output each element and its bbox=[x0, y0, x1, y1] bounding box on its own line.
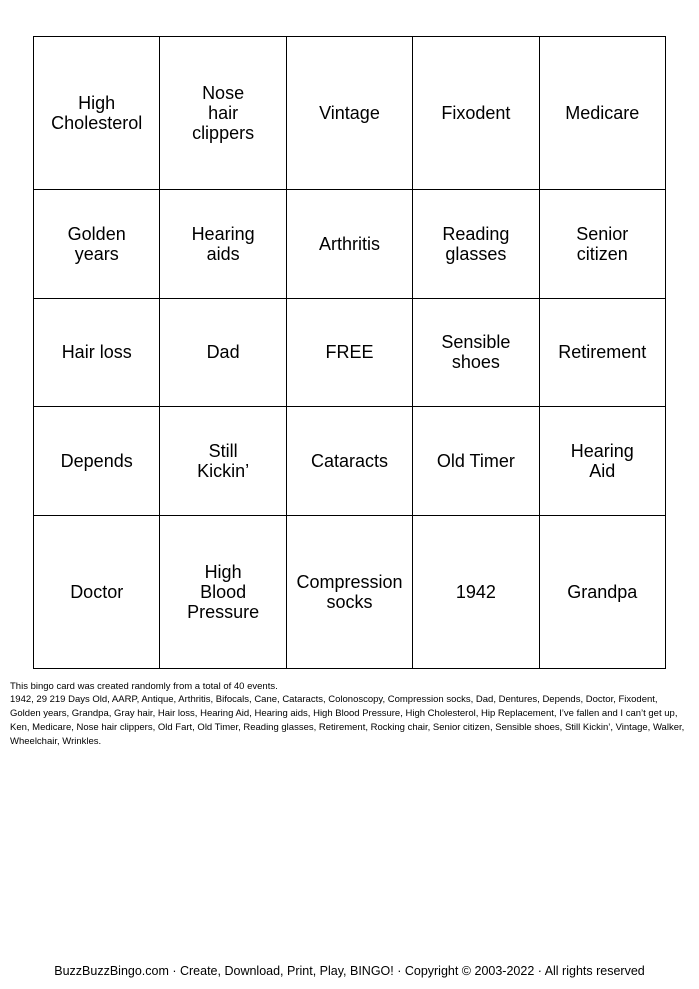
bingo-row bbox=[34, 515, 666, 668]
bingo-cell: Compression socks bbox=[286, 515, 412, 668]
bingo-cell: Golden years bbox=[34, 190, 160, 299]
bingo-cell: Fixodent bbox=[413, 37, 539, 190]
bingo-cell: Sensible shoes bbox=[413, 298, 539, 407]
event-list: 1942, 29 219 Days Old, AARP, Antique, Arthritis, Bifocals, Cane, Cataracts, Colonoscopy, Compression socks, Dad, Dentures, Depends, Doctor, Fixodent, Golden years, Grandpa, Gray hair, Hair loss, Hearing Aid, Hearing aids, High Blood Pressure, High Cholesterol, Hip Replacement, I’ve fallen and I can’t get up, Ken, Medicare, Nose hair clippers, Old Fart, Old Timer, Reading glasses, Retirement, Rocking chair, Senior citizen, Sensible shoes, Still Kickin’, Vintage, Walker, Wheelchair, Wrinkles. bbox=[10, 694, 685, 747]
bingo-cell: Hearing aids bbox=[160, 190, 286, 299]
bingo-cell: Nose hair clippers bbox=[160, 37, 286, 190]
bingo-cell: Senior citizen bbox=[539, 190, 665, 299]
bingo-cell: High Cholesterol bbox=[34, 37, 160, 190]
bingo-cell: Old Timer bbox=[413, 407, 539, 516]
bingo-cell: Hearing Aid bbox=[539, 407, 665, 516]
card-generation-note: This bingo card was created randomly from a total of 40 events. bbox=[10, 681, 278, 692]
bingo-cell: Hair loss bbox=[34, 298, 160, 407]
bingo-cell: Doctor bbox=[34, 515, 160, 668]
bingo-cell: Medicare bbox=[539, 37, 665, 190]
bingo-cell: Depends bbox=[34, 407, 160, 516]
bingo-row bbox=[34, 37, 666, 190]
bingo-cell: Arthritis bbox=[286, 190, 412, 299]
bingo-cell: 1942 bbox=[413, 515, 539, 668]
bingo-cell-free: FREE bbox=[286, 298, 412, 407]
bingo-cell: High Blood Pressure bbox=[160, 515, 286, 668]
bingo-row bbox=[34, 190, 666, 299]
bingo-card bbox=[33, 36, 666, 669]
footer-copyright: BuzzBuzzBingo.com · Create, Download, Print, Play, BINGO! · Copyright © 2003-2022 · All rights reserved bbox=[54, 964, 645, 978]
bingo-row bbox=[34, 298, 666, 407]
bingo-cell: Dad bbox=[160, 298, 286, 407]
bingo-cell: Cataracts bbox=[286, 407, 412, 516]
bingo-cell: Retirement bbox=[539, 298, 665, 407]
bingo-cell: Vintage bbox=[286, 37, 412, 190]
bingo-cell: Still Kickin’ bbox=[160, 407, 286, 516]
bingo-cell: Reading glasses bbox=[413, 190, 539, 299]
bingo-cell: Grandpa bbox=[539, 515, 665, 668]
bingo-row bbox=[34, 407, 666, 516]
